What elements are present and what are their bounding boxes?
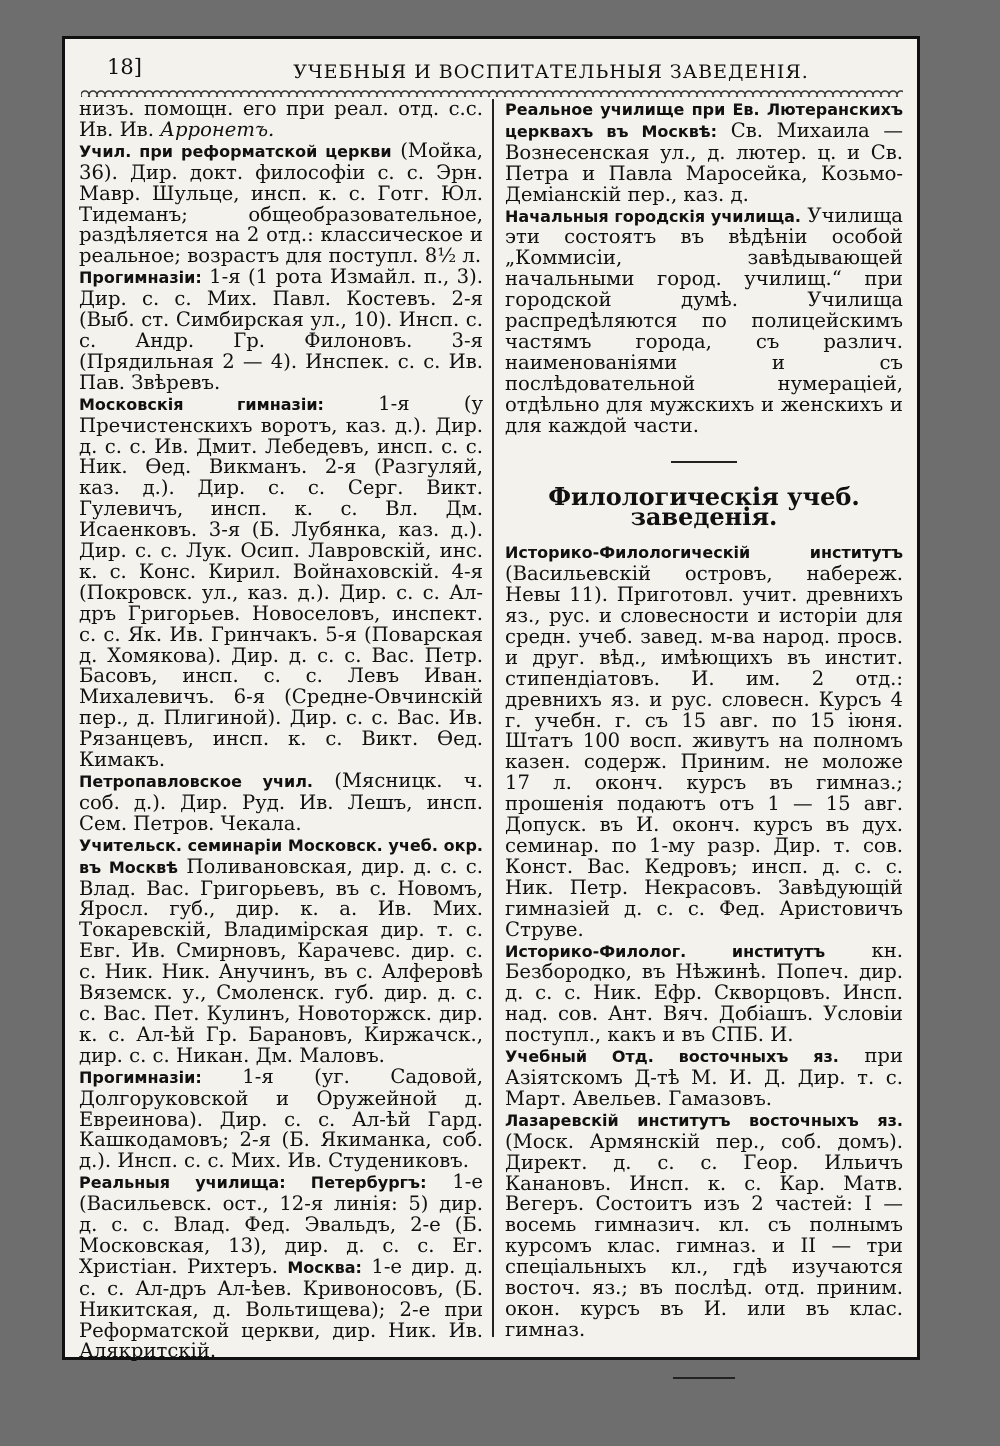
entry-text: Поливановская, дир. д. с. с. Влад. Вас. Григорьевъ, въ с. Новомъ, Яросл. губ., дир. к. а. Ив. Мих. Токаревскій, Владимірская дир. т. с. Евг. Ив. Смирновъ, Карачевс. дир. с. с. Ник. Ник. Анучинъ, въ с. Алферовѣ Вяземск. у., Смоленск. губ. дир. д. с. с. Вас. Пет. Кулинъ, Новоторжск. дир. к. с. Ал-ѣй Гр. Барановъ, Киржачск., дир. с. с. Никан. Дм. Маловъ. (79, 854, 483, 1067)
entry (79, 138, 484, 268)
entry-text: (Моск. Армянскій пер., соб. домъ). Директ. д. с. с. Геор. Ильичъ Канановъ. Инсп. к. с. Кар. Матв. Вегеръ. Состоитъ изъ 2 частей: I — восемь гимназич. кл. съ полнымъ курсомъ клас. гимназ. и II — три спеціальныхъ кл., гдѣ изучаются восточ. яз.; въ послѣд. отд. приним. окон. курсъ въ И. или въ клас. гимназ. (505, 1129, 903, 1341)
entry (79, 267, 483, 393)
entry-heading: Москва: (287, 1257, 362, 1277)
entry-heading: Реальное училище при Ев. Лютеранскихъ церквахъ въ Москвѣ: (505, 100, 903, 141)
entry-text: при Азіятскомъ Д-тѣ М. И. Д. Дир. т. с. Март. Авельев. Гамазовъ. (505, 1044, 904, 1110)
entry-text: (Мясницк. ч. соб. д.). Дир. Руд. Ив. Лешъ, инсп. Сем. Петров. Чекала. (79, 769, 484, 835)
column-divider (492, 99, 494, 1337)
wavy-rule (81, 89, 903, 97)
entry-text: (Васильевскій островъ, набереж. Невы 11). Приготовл. учит. древнихъ яз., рус. и словесности и исторіи для средн. учеб. завед. м-ва народ. просв. и друг. вѣд., имѣющихъ въ инстит. стипендіатовъ. И. им. 2 отд.: древнихъ яз. и рус. словесн. Курсъ 4 г. учебн. г. съ 15 авг. по 15 іюня. Штатъ 100 восп. живутъ на полномъ казен. содерж. Приним. не моложе 17 л. оконч. курсъ въ гимназ.; прошенія подаютъ отъ 1 — 15 авг. Допуск. въ И. оконч. курсъ въ дух. семинар. по 1-му разр. Дир. т. сов. Конст. Вас. Кедровъ; инсп. д. с. с. Ник. Петр. Некрасовъ. Завѣдующій гимназіей д. с. с. Фед. Аристовичъ Струве. (505, 562, 903, 941)
section-rule (671, 461, 737, 463)
entry-text: 1-я (уг. Садовой, Долгоруковской и Оружейной д. Евреинова). Дир. с. с. Ал-ѣй Гард. Кашкодамовъ; 2-я (Б. Якиманка, соб. д.). Инсп. с. с. Мих. Ив. Студениковъ. (79, 1064, 483, 1173)
entry-heading: Московскія гимназіи: (79, 394, 324, 414)
entry-heading: Историко-Филологическій институтъ (505, 543, 903, 563)
left-column (79, 99, 483, 1362)
entry (505, 938, 903, 1047)
running-title: УЧЕБНЫЯ И ВОСПИТАТЕЛЬНЫЯ ЗАВЕДЕНІЯ. (293, 61, 809, 83)
end-rule (673, 1377, 735, 1379)
entry (505, 99, 903, 206)
page-number: 18] (107, 55, 142, 79)
entry-heading: Лазаревскій институтъ восточныхъ яз. (505, 1110, 903, 1130)
entry (505, 542, 903, 940)
entry (79, 1064, 483, 1173)
entry (505, 1046, 903, 1110)
entry-heading: Учительск. семинаріи Московск. учеб. окр. въ Москвѣ (79, 835, 483, 877)
entry (79, 771, 483, 835)
entry-heading: Начальныя городскія училища. (505, 206, 802, 226)
entry-text: 1-е (Васильевск. ост., 12-я линія: 5) дир. д. с. с. Влад. Фед. Эвальдъ, 2-е (Б. Московская, 13), дир. д. с. с. Ег. Христіан. Рихтеръ. (79, 1170, 483, 1278)
book-page (62, 36, 920, 1363)
entry-text: (Мойка, 36). Дир. докт. философіи с. с. Эрн. Мавр. Шульце, инсп. к. с. Готг. Юл. Тидеманъ; общеобразовательное, раздѣляется на 2 отд.: классическое и реальное; возрастъ для поступл. 8½ л. (79, 138, 484, 268)
entry-text: Училища эти состоятъ въ вѣдѣніи особой „Коммисіи, завѣдывающей начальными город. училищ.“ при городской думѣ. Училища распредѣляются по полицейскимъ частямъ города, съ различ. наименованіями и съ послѣдовательной нумераціей, отдѣльно для мужскихъ и женскихъ и для каждой части. (505, 203, 903, 437)
entry (505, 1110, 903, 1341)
entry-heading: Петропавловское учил. (79, 772, 314, 791)
page-header (65, 39, 917, 95)
entry-heading: Учебный Отд. восточныхъ яз. (505, 1047, 839, 1067)
entry-heading: Прогимназіи: (79, 268, 202, 288)
entry (79, 391, 484, 772)
entry-heading: Учил. при реформатской церкви (79, 141, 392, 161)
entry (79, 835, 483, 1067)
right-column (505, 99, 903, 1379)
entry-text: низъ. помощн. его при реал. отд. с.с. Ив. Ив. (79, 97, 483, 141)
entry-heading: Историко-Филолог. институтъ (505, 941, 826, 961)
entry-name: Арронетъ. (160, 117, 275, 141)
entry (79, 1172, 483, 1362)
entry-text: 1-я (1 рота Измайл. п., 3). Дир. с. с. Мих. Павл. Костевъ. 2-я (Выб. ст. Симбирская ул., 10). Инсп. с. с. Андр. Гр. Филоновъ. 3-я (Прядильная 2 — 4). Инспек. с. с. Ив. Пав. Звѣревъ. (79, 265, 483, 394)
entry-text: 1-я (у Пречистенскихъ воротъ, каз. д.). Дир. д. с. с. Ив. Дмит. Лебедевъ, инсп. с. с. Ник. Өед. Викманъ. 2-я (Разгуляй, каз. д.). Дир. с. с. Серг. Викт. Гулевичъ, инсп. к. с. Вл. Дм. Исаенковъ. 3-я (Б. Лубянка, каз. д.). Дир. с. с. Лук. Осип. Лавровскій, инс. к. с. Конс. Кирил. Войнаховскій. 4-я (Покровск. ул., каз. д.). Дир. с. с. Ал-дръ Григорьев. Новоселовъ, инспект. с. с. Як. Ив. Гринчакъ. 5-я (Поварская д. Хомякова). Дир. д. с. с. Вас. Петр. Басовъ, инсп. с. с. Левъ Иван. Михалевичъ. 6-я (Средне-Овчинскій пер., д. Плигиной). Дир. с. с. Вас. Ив. Рязанцевъ, инсп. к. с. Викт. Өед. Кимакъ. (79, 391, 484, 772)
section-title: Филологическія учеб. заведенія. (548, 481, 860, 532)
entry-text: кн. Безбородко, въ Нѣжинѣ. Попеч. дир. д. с. с. Ник. Ефр. Скворцовъ. Инсп. над. сов. Ант. Вяч. Добіашъ. Условіи поступл., какъ и въ СПБ. И. (505, 938, 903, 1047)
entry-text: Св. Михаила — Вознесенская ул., д. лютер. ц. и Св. Петра и Павла Маросейка, Козьмо-Деміанскій пер., каз. д. (505, 118, 903, 206)
entry-text: 1-е дир. д. с. с. Ал-дръ Ал-ѣев. Кривоносовъ, (Б. Никитская, д. Вольтищева); 2-е при Реформатской церкви, дир. Ник. Ив. Алякритскій. (79, 1254, 484, 1363)
entry-heading: Прогимназіи: (79, 1067, 202, 1087)
entry-heading: Реальныя училища: Петербургъ: (79, 1173, 427, 1193)
entry (79, 99, 483, 141)
entry (505, 203, 903, 437)
